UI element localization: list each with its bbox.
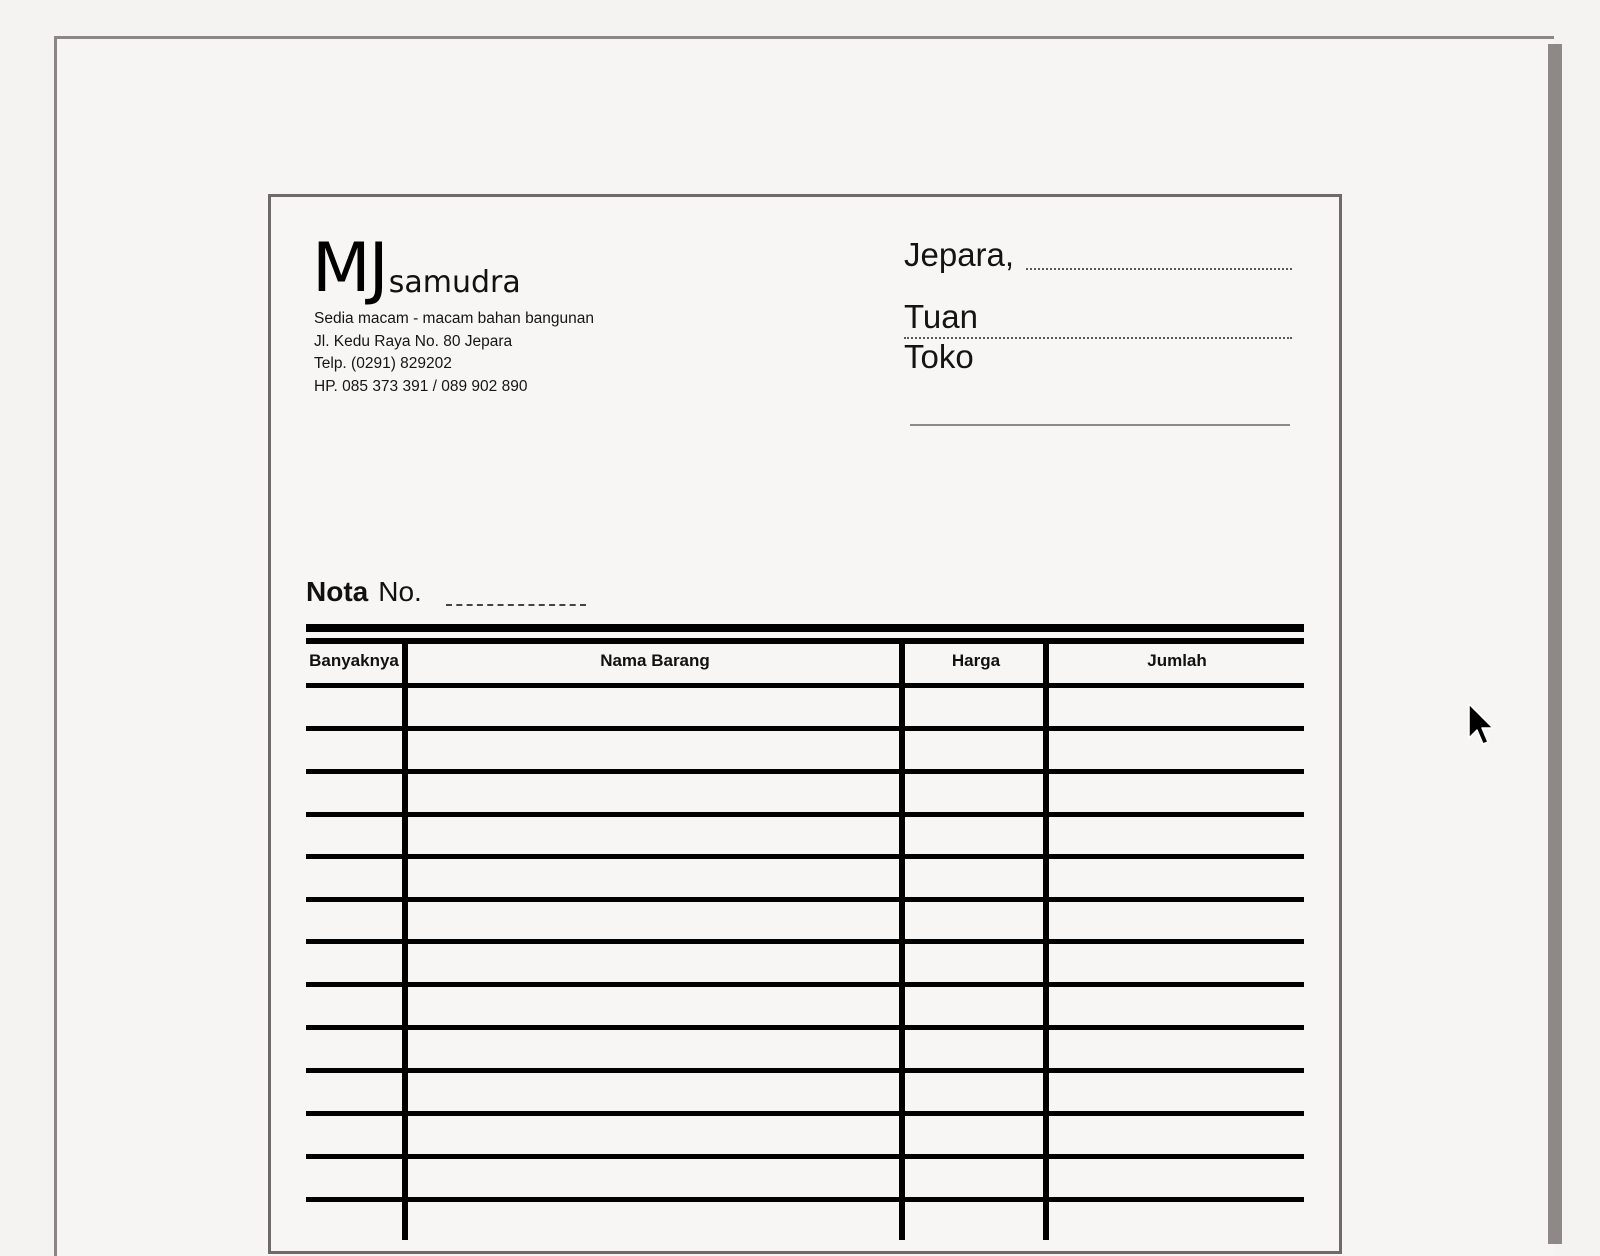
- table-row-line: [306, 897, 1304, 902]
- company-address: Jl. Kedu Raya No. 80 Jepara: [314, 332, 513, 350]
- nota-number-field: [446, 604, 586, 606]
- table-row-line: [306, 1025, 1304, 1030]
- nota-label: Nota: [306, 576, 369, 607]
- company-name: samudra: [388, 265, 521, 300]
- company-logo: [312, 229, 521, 308]
- nota-no-label: No.: [378, 576, 422, 607]
- column-header-harga: Harga: [951, 651, 1001, 670]
- table-row-line: [306, 1154, 1304, 1159]
- company-info: [314, 308, 594, 398]
- tuan-label: Tuan: [904, 298, 978, 335]
- table-row-line: [306, 854, 1304, 859]
- column-header-banyaknya: Banyaknya: [309, 651, 399, 670]
- logo-mark: MJ: [312, 229, 387, 308]
- nota-number-label: [306, 576, 422, 608]
- page-shadow: [1548, 44, 1562, 1244]
- table-top-rule-2: [306, 638, 1304, 644]
- column-header-jumlah: Jumlah: [1147, 651, 1207, 670]
- table-row-line: [306, 683, 1304, 688]
- table-row-line: [306, 769, 1304, 774]
- city-date-label: Jepara,: [904, 236, 1015, 273]
- table-row-line: [306, 982, 1304, 987]
- table-row-line: [306, 726, 1304, 731]
- company-mobile: HP. 085 373 391 / 089 902 890: [314, 377, 528, 395]
- table-row-line: [306, 1197, 1304, 1202]
- table-top-rule: [306, 624, 1304, 632]
- company-tagline: Sedia macam - macam bahan bangunan: [314, 310, 595, 327]
- toko-label: Toko: [904, 338, 974, 375]
- date-field-line: [1026, 268, 1292, 270]
- table-row-line: [306, 1068, 1304, 1073]
- company-phone: Telp. (0291) 829202: [314, 355, 452, 372]
- mouse-pointer-icon: [1466, 702, 1496, 752]
- table-row-line: [306, 1111, 1304, 1116]
- table-row-line: [306, 812, 1304, 817]
- column-header-nama-barang: Nama Barang: [600, 651, 710, 670]
- table-row-line: [306, 939, 1304, 944]
- toko-field-line: [910, 424, 1290, 426]
